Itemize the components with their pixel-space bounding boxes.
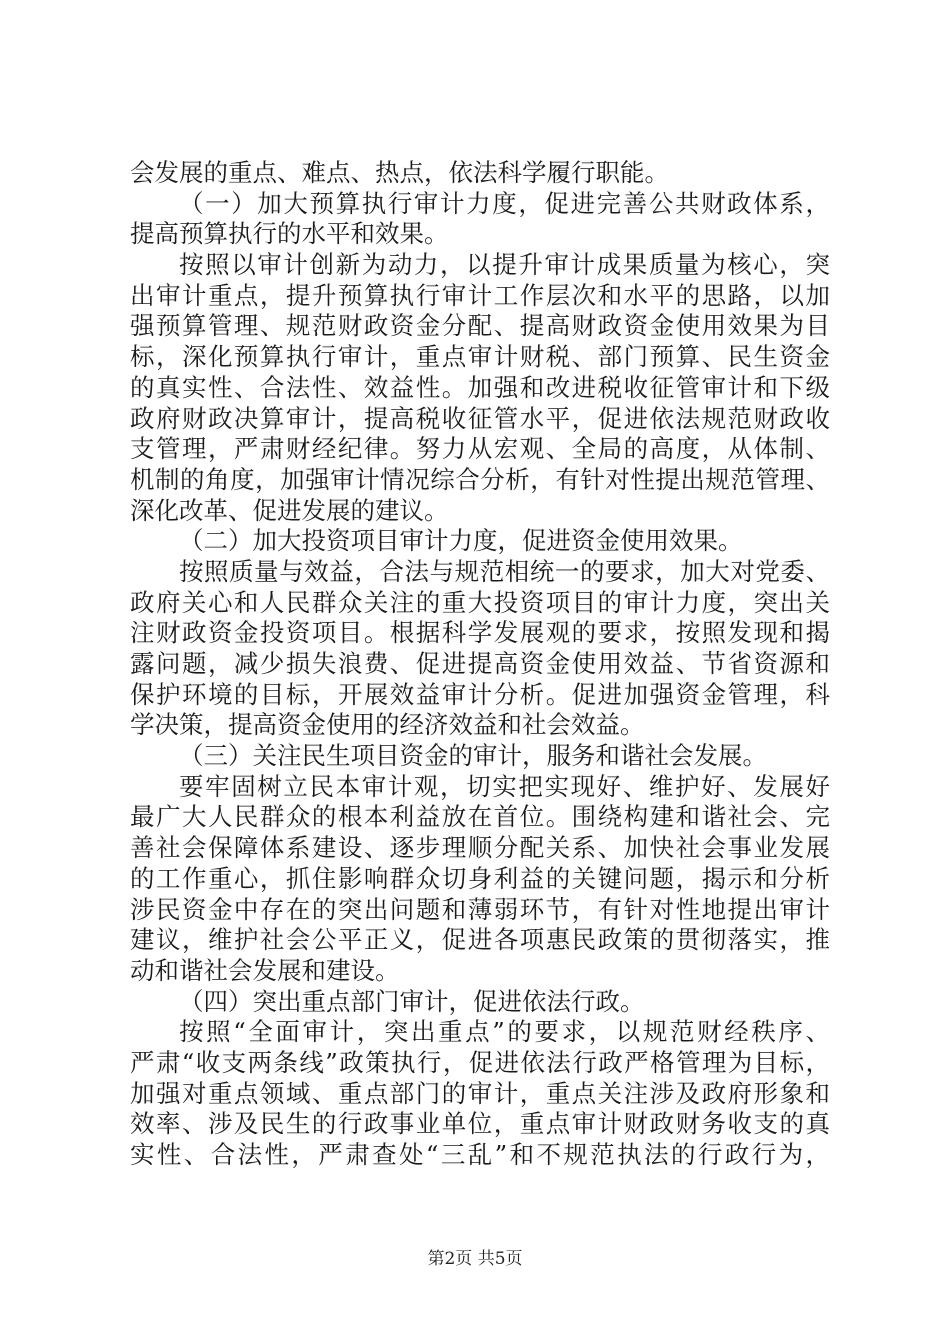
text-line: 政府财政决算审计，提高税收征管水平，促进依法规范财政收: [130, 403, 830, 433]
text-line: 善社会保障体系建设、逐步理顺分配关系、加快社会事业发展: [130, 833, 830, 863]
text-line: 按照质量与效益，合法与规范相统一的要求，加大对党委、: [179, 556, 830, 586]
text-line: 强预算管理、规范财政资金分配、提高财政资金使用效果为目: [130, 311, 830, 341]
text-line: 露问题，减少损失浪费、促进提高资金使用效益、节省资源和: [130, 649, 830, 678]
text-line: 出审计重点，提升预算执行审计工作层次和水平的思路，以加: [130, 280, 830, 310]
text-line: 加强对重点领域、重点部门的审计，重点关注涉及政府形象和: [130, 1078, 830, 1108]
text-line: （四）突出重点部门审计，促进依法行政。: [179, 986, 645, 1016]
text-line: 按照以审计创新为动力，以提升审计成果质量为核心，突: [179, 250, 830, 280]
text-line: 保护环境的目标，开展效益审计分析。促进加强资金管理，科: [130, 679, 830, 709]
text-line: 的工作重心，抓住影响群众切身利益的关键问题，揭示和分析: [130, 863, 830, 893]
text-line: 标，深化预算执行审计，重点审计财税、部门预算、民生资金: [130, 342, 830, 372]
text-line: 深化改革、促进发展的建议。: [130, 495, 449, 525]
section-heading: [130, 987, 830, 1018]
text-line: 严肃“收支两条线”政策执行，促进依法行政严格管理为目标，: [130, 1047, 830, 1077]
paragraph: [130, 1017, 830, 1170]
text-line: 学决策，提高资金使用的经济效益和社会效益。: [130, 710, 645, 740]
text-line: 的真实性、合法性、效益性。加强和改进税收征管审计和下级: [130, 372, 830, 402]
text-line: 注财政资金投资项目。根据科学发展观的要求，按照发现和揭: [130, 618, 830, 648]
text-line: 按照“全面审计，突出重点”的要求，以规范财经秩序、: [179, 1017, 830, 1047]
text-line: 机制的角度，加强审计情况综合分析，有针对性提出规范管理、: [130, 464, 830, 494]
text-line: （二）加大投资项目审计力度，促进资金使用效果。: [179, 526, 743, 556]
text-line: 动和谐社会发展和建设。: [130, 955, 400, 985]
paragraph: [130, 772, 830, 987]
text-line: 效率、涉及民生的行政事业单位，重点审计财政财务收支的真: [130, 1109, 830, 1139]
text-line: 涉民资金中存在的突出问题和薄弱环节，有针对性地提出审计: [130, 894, 830, 924]
text-line: （一）加大预算执行审计力度，促进完善公共财政体系，: [179, 188, 830, 218]
page-number-footer: 第2页 共5页: [427, 1249, 523, 1269]
text-line: 提高预算执行的水平和效果。: [130, 219, 449, 249]
text-line: （三）关注民生项目资金的审计，服务和谐社会发展。: [179, 741, 767, 771]
text-line: 会发展的重点、难点、热点，依法科学履行职能。: [130, 158, 669, 187]
section-heading: [130, 741, 830, 772]
paragraph: [130, 158, 830, 189]
text-line: 建议，维护社会公平正义，促进各项惠民政策的贯彻落实，推: [130, 925, 830, 955]
paragraph: [130, 250, 830, 526]
text-line: 要牢固树立民本审计观，切实把实现好、维护好、发展好: [179, 771, 830, 801]
text-line: 政府关心和人民群众关注的重大投资项目的审计力度，突出关: [130, 587, 830, 617]
text-line: 支管理，严肃财经纪律。努力从宏观、全局的高度，从体制、: [130, 434, 830, 464]
text-line: 最广大人民群众的根本利益放在首位。围绕构建和谐社会、完: [130, 802, 830, 832]
section-heading: [130, 526, 830, 557]
text-line: 实性、合法性，严肃查处“三乱”和不规范执法的行政行为，: [130, 1140, 830, 1169]
section-heading: [130, 189, 830, 250]
document-body: [130, 158, 830, 1171]
paragraph: [130, 557, 830, 741]
